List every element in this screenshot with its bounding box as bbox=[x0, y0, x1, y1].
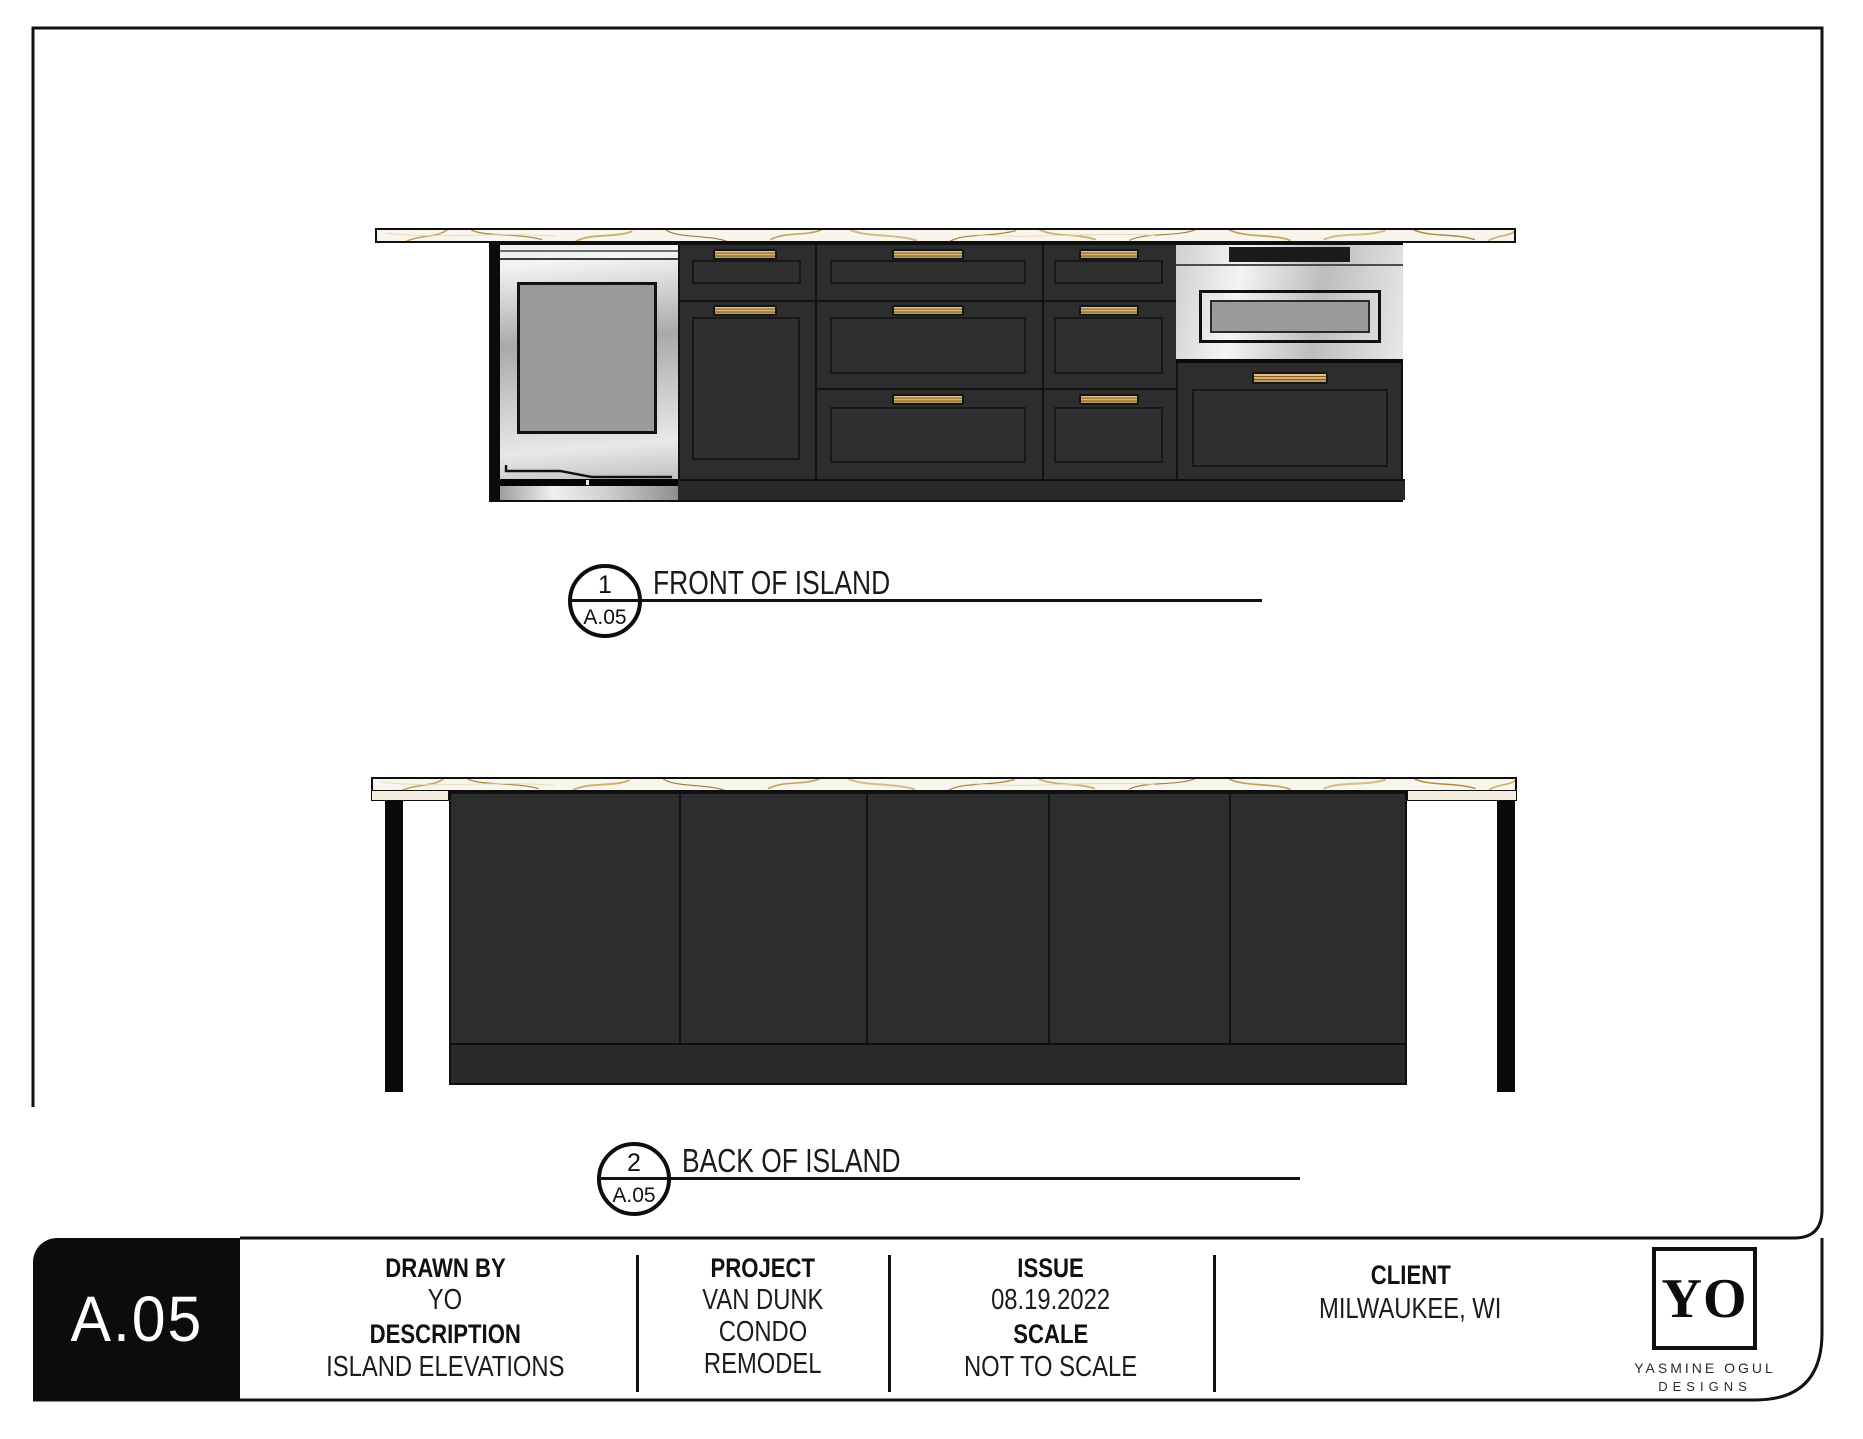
front-countertop-marble bbox=[377, 230, 1514, 241]
cabinet-seam bbox=[678, 300, 1176, 302]
door-panel bbox=[692, 317, 800, 460]
cabinet-seam bbox=[815, 245, 817, 479]
drawer-panel bbox=[692, 260, 801, 284]
microwave-drawer bbox=[1176, 245, 1403, 363]
front-toe-kick bbox=[678, 479, 1405, 500]
island-leg-left bbox=[385, 801, 403, 1092]
front-side-panel bbox=[491, 245, 500, 500]
view2-number: 2 bbox=[627, 1149, 641, 1177]
door-handle bbox=[713, 305, 777, 316]
oven bbox=[500, 245, 678, 500]
drawer-handle bbox=[713, 249, 777, 260]
oven-vent-latch bbox=[586, 480, 589, 485]
view2-sheet-ref: A.05 bbox=[612, 1184, 656, 1207]
drawn-by-label: DRAWN BY bbox=[384, 1253, 506, 1283]
titleblock-divider bbox=[1213, 1255, 1216, 1392]
drawer-handle bbox=[1079, 305, 1139, 316]
oven-window bbox=[517, 282, 657, 434]
issue-value: 08.19.2022 bbox=[990, 1284, 1111, 1316]
back-panel-seam bbox=[679, 794, 681, 1043]
view1-number: 1 bbox=[598, 571, 612, 599]
designer-name-suffix: DESIGNS bbox=[1658, 1379, 1752, 1394]
oven-kick-plate bbox=[500, 486, 678, 500]
back-panel-seam bbox=[866, 794, 868, 1043]
drawer-panel bbox=[830, 407, 1026, 463]
back-countertop bbox=[371, 777, 1517, 792]
titleblock-divider bbox=[636, 1255, 639, 1392]
drawer-panel bbox=[830, 260, 1026, 284]
oven-trim-line bbox=[500, 258, 678, 260]
microwave-window bbox=[1210, 300, 1370, 333]
designer-logo bbox=[1652, 1247, 1757, 1350]
front-cabinet-run bbox=[489, 243, 1403, 502]
drawer-handle bbox=[1079, 394, 1139, 405]
drawer-handle bbox=[892, 394, 964, 405]
designer-logo-initials: YO bbox=[1661, 1267, 1748, 1330]
client-label: CLIENT bbox=[1370, 1260, 1451, 1290]
view1-sheet-ref: A.05 bbox=[583, 606, 627, 629]
back-panel-seam bbox=[1048, 794, 1050, 1043]
drawer-panel bbox=[1054, 317, 1163, 374]
sheet-number: A.05 bbox=[70, 1283, 203, 1355]
front-countertop bbox=[375, 228, 1516, 243]
island-leg-right bbox=[1497, 801, 1515, 1092]
description-label: DESCRIPTION bbox=[369, 1319, 521, 1349]
drawer-handle bbox=[892, 249, 964, 260]
back-toe-kick bbox=[451, 1043, 1405, 1083]
cabinet-seam bbox=[815, 388, 1176, 390]
back-countertop-edge-left bbox=[371, 790, 449, 801]
drawer-panel bbox=[1054, 260, 1163, 284]
back-countertop-marble bbox=[373, 779, 1515, 790]
project-label: PROJECT bbox=[710, 1253, 815, 1283]
client-value: MILWAUKEE, WI bbox=[1319, 1293, 1502, 1325]
drawer-panel bbox=[1054, 407, 1163, 463]
view2-title: BACK OF ISLAND bbox=[682, 1142, 901, 1179]
oven-control-handle bbox=[500, 462, 678, 479]
drawer-handle bbox=[1079, 249, 1139, 260]
issue-label: ISSUE bbox=[1017, 1253, 1084, 1283]
oven-trim-line bbox=[500, 250, 678, 252]
cabinet-seam bbox=[678, 245, 680, 479]
drawer-handle bbox=[1252, 372, 1328, 384]
description-value: ISLAND ELEVATIONS bbox=[325, 1351, 565, 1383]
project-line1: VAN DUNK bbox=[701, 1284, 824, 1316]
cabinet-seam bbox=[1042, 245, 1044, 479]
titleblock-divider bbox=[888, 1255, 891, 1392]
project-line3: REMODEL bbox=[703, 1348, 822, 1380]
microwave-trim-line bbox=[1176, 264, 1403, 266]
drawn-by-value: YO bbox=[427, 1284, 463, 1316]
drawer-handle bbox=[892, 305, 964, 316]
oven-vent-slot bbox=[500, 479, 678, 486]
microwave-control-recess bbox=[1229, 247, 1350, 262]
back-panel-run bbox=[449, 792, 1407, 1085]
designer-name: YASMINE OGUL bbox=[1634, 1360, 1776, 1376]
drawer-panel bbox=[830, 317, 1026, 374]
back-countertop-edge-right bbox=[1407, 790, 1517, 801]
back-panel-seam bbox=[1229, 794, 1231, 1043]
project-line2: CONDO bbox=[718, 1316, 807, 1348]
sheet-number-box bbox=[33, 1238, 240, 1400]
scale-value: NOT TO SCALE bbox=[963, 1351, 1138, 1383]
view1-title: FRONT OF ISLAND bbox=[653, 564, 891, 601]
scale-label: SCALE bbox=[1012, 1319, 1089, 1349]
drawer-panel bbox=[1192, 389, 1388, 467]
